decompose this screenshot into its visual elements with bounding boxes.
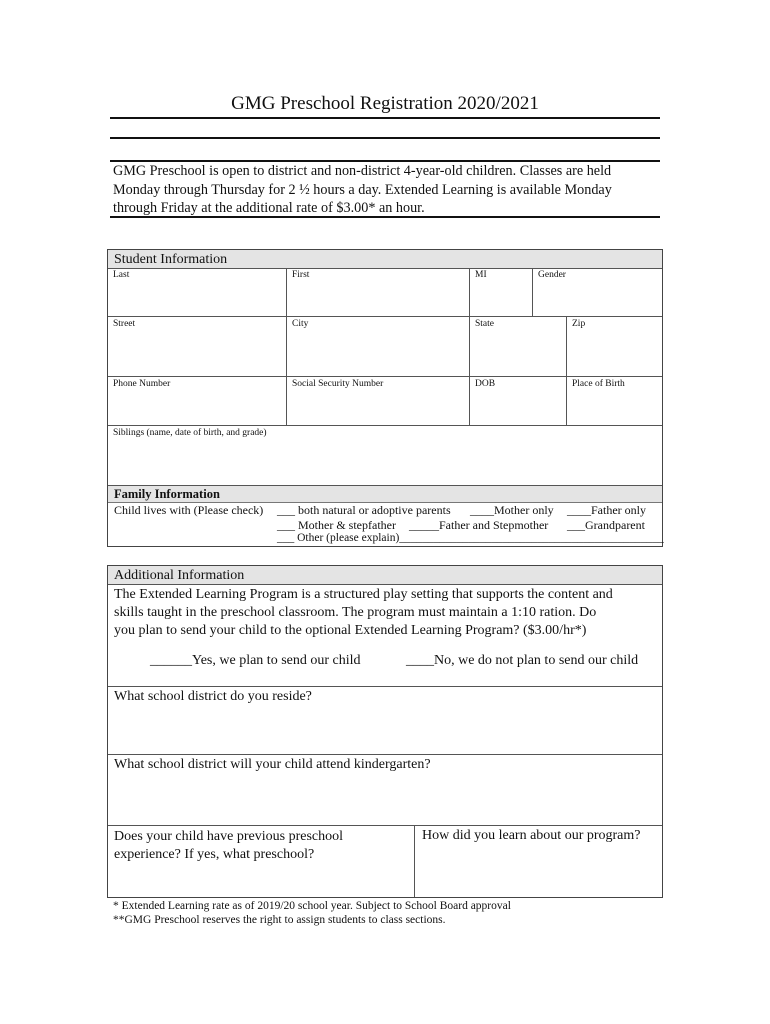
field-label: Street <box>113 319 136 329</box>
student-section-header: Student Information <box>108 250 662 269</box>
dob-field[interactable] <box>470 377 567 426</box>
previous-preschool-field[interactable] <box>108 826 415 897</box>
field-label: Gender <box>538 270 566 280</box>
field-label: Phone Number <box>113 379 171 389</box>
field-label: Last <box>113 270 130 280</box>
ssn-field[interactable] <box>287 377 470 426</box>
question-label: What school district do you reside? <box>114 689 312 704</box>
mi-field[interactable] <box>470 268 533 317</box>
street-field[interactable] <box>108 317 287 377</box>
field-label: Place of Birth <box>572 379 625 389</box>
state-field[interactable] <box>470 317 567 377</box>
page-title: GMG Preschool Registration 2020/2021 <box>231 93 539 114</box>
school-district-field[interactable] <box>108 686 662 755</box>
field-label: State <box>475 319 494 329</box>
zip-field[interactable] <box>567 317 662 377</box>
description-line: you plan to send your child to the optional Extended Learning Program? ($3.00/hr*) <box>114 623 587 638</box>
divider <box>110 137 660 139</box>
first-name-field[interactable] <box>287 268 470 317</box>
family-label: Child lives with (Please check) <box>114 503 264 517</box>
question-label: experience? If yes, what preschool? <box>114 847 315 862</box>
student-information-section <box>107 249 663 547</box>
city-field[interactable] <box>287 317 470 377</box>
intro-line: through Friday at the additional rate of $3.00* an hour. <box>113 200 425 216</box>
option-father-only[interactable]: ____Father only <box>567 503 646 517</box>
option-father-stepmother[interactable]: _____Father and Stepmother <box>409 518 549 532</box>
last-name-field[interactable] <box>108 268 287 317</box>
field-label: DOB <box>475 379 496 389</box>
question-label: What school district will your child attend kindergarten? <box>114 757 431 772</box>
kindergarten-district-field[interactable] <box>108 755 662 826</box>
siblings-field[interactable] <box>108 426 662 486</box>
description-line: skills taught in the preschool classroom. The program must maintain a 1:10 ration. Do <box>114 605 597 620</box>
option-yes-extended[interactable]: ______Yes, we plan to send our child <box>150 653 361 668</box>
option-mother-stepfather[interactable]: ___ Mother & stepfather <box>277 518 396 532</box>
field-label: Social Security Number <box>292 379 384 389</box>
intro-line: Monday through Thursday for 2 ½ hours a day. Extended Learning is available Monday <box>113 181 612 198</box>
extended-learning-description <box>114 586 659 640</box>
divider <box>110 117 660 119</box>
intro-text <box>113 162 658 218</box>
gender-field[interactable] <box>533 268 662 317</box>
field-label: MI <box>475 270 487 280</box>
footnote-sections: **GMG Preschool reserves the right to assign students to class sections. <box>113 914 446 926</box>
description-line: The Extended Learning Program is a structured play setting that supports the content and <box>114 587 613 602</box>
field-label: Siblings (name, date of birth, and grade) <box>113 428 267 438</box>
family-section-header: Family Information <box>108 486 662 503</box>
field-label: First <box>292 270 310 280</box>
place-of-birth-field[interactable] <box>567 377 662 426</box>
option-mother-only[interactable]: ____Mother only <box>470 503 554 517</box>
intro-line: GMG Preschool is open to district and non-district 4-year-old children. Classes are held <box>113 163 612 179</box>
footnote-rate: * Extended Learning rate as of 2019/20 school year. Subject to School Board approval <box>113 900 511 912</box>
field-label: City <box>292 319 309 329</box>
how-learned-field[interactable] <box>415 826 662 897</box>
phone-number-field[interactable] <box>108 377 287 426</box>
option-other[interactable]: ___ Other (please explain)______________________________________________ <box>277 532 664 544</box>
divider <box>110 216 660 218</box>
option-no-extended[interactable]: ____No, we do not plan to send our child <box>406 653 639 668</box>
option-natural-parents[interactable]: ___ both natural or adoptive parents <box>277 503 451 517</box>
question-label: Does your child have previous preschool <box>114 829 343 844</box>
additional-information-section <box>107 565 663 898</box>
option-grandparent[interactable]: ___Grandparent <box>567 518 645 532</box>
question-label: How did you learn about our program? <box>422 828 641 843</box>
additional-section-header: Additional Information <box>108 566 662 585</box>
field-label: Zip <box>572 319 586 329</box>
